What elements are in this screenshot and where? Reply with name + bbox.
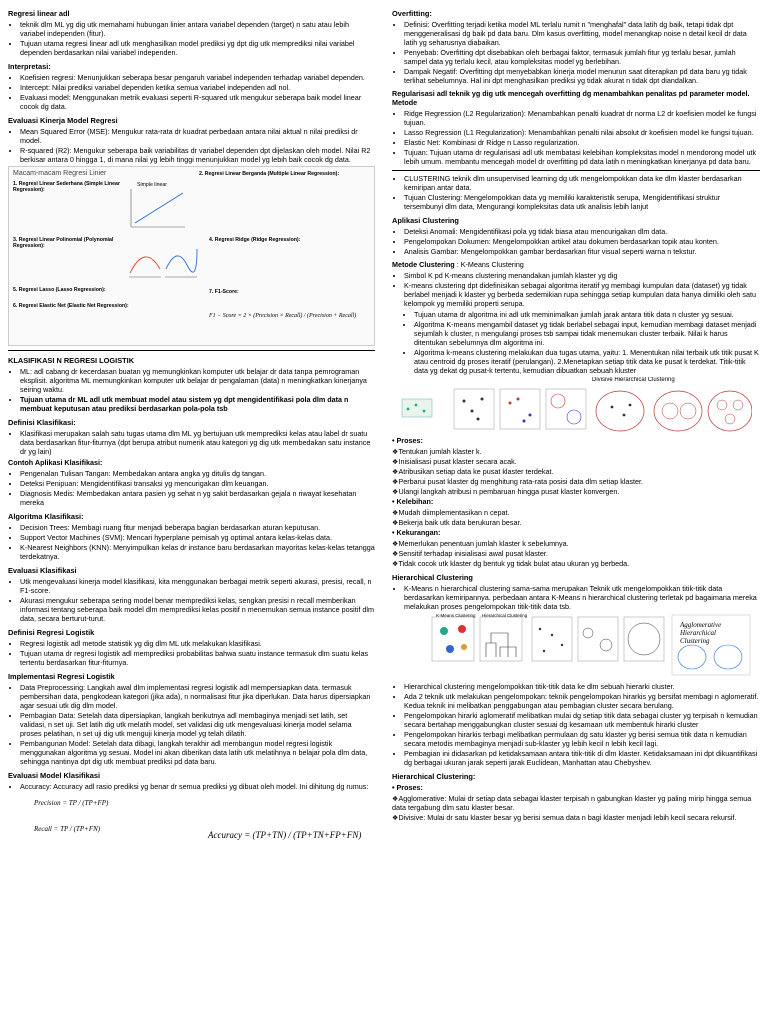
section-title-klasifikasi: KLASIFIKASI N REGRESI LOGISTIK bbox=[8, 356, 135, 365]
small-scatter-icon bbox=[402, 399, 432, 417]
list-item: • Koefisien regresi: Menunjukkan seberapa besar pengaruh variabel independen terhadap variabel dependen. bbox=[20, 73, 375, 82]
list-item: • Intercept: Nilai prediksi variabel dependen ketika semua variabel independen adl nol. bbox=[20, 83, 375, 92]
simple-linear-plot bbox=[127, 187, 187, 231]
section-title-evaluasi-kinerja: Evaluasi Kinerja Model Regresi bbox=[8, 116, 118, 125]
section-title-definisi-klasifikasi: Definisi Klasifikasi: bbox=[8, 418, 76, 427]
definisi-logistik-list bbox=[8, 639, 375, 667]
list-item: • Ada 2 teknik utk melakukan pengelompokan: teknik pengelompokan hirarkis yg bersifat membagi n aglomeratif. Kedua teknik ini melibatkan penggabungan atau pembagian cluster secara berulang. bbox=[404, 692, 760, 710]
figure-title: Macam-macam Regresi Linier bbox=[13, 170, 107, 177]
list-item: • Mean Squared Error (MSE): Mengukur rata-rata dr kuadrat perbedaan antara nilai aktual n nilai prediksi dr model. bbox=[20, 127, 375, 145]
recall-formula: Recall = TP / (TP+FN) bbox=[34, 825, 101, 833]
metrics-formula-figure bbox=[8, 793, 375, 853]
figure-item-2: 2. Regresi Linear Berganda (Multiple Linear Regression): bbox=[199, 171, 340, 177]
list-item: • Support Vector Machines (SVM): Mencari hyperplane pemisah yg optimal antara kelas-kelas data. bbox=[20, 533, 375, 542]
list-item: • Accuracy: Accuracy adl rasio prediksi yg benar dr semua prediksi yg dibuat oleh model. Ini dihitung dg rumus: bbox=[20, 782, 375, 791]
list-item: • Utk mengevaluasi kinerja model klasifikasi, kita menggunakan berbagai metrik seperti akurasi, presisi, recall, n F1-score. bbox=[20, 577, 375, 595]
overfitting-list bbox=[392, 20, 760, 85]
section-title-hier-clustering: Hierarchical Clustering: bbox=[392, 772, 476, 781]
proses-step: ❖Inisialisasi pusat klaster secara acak. bbox=[392, 457, 517, 466]
list-item: • Evaluasi model: Menggunakan metrik evaluasi seperti R-squared utk mengukur seberapa baik model linear cocok dg data. bbox=[20, 93, 375, 111]
figure-item-1: 1. Regresi Linear Sederhana (Simple Linear Regression): bbox=[13, 181, 120, 194]
f1-score-formula: F1 − Score = 2 × (Precision × Recall) / (Precision + Recall) bbox=[209, 313, 357, 319]
list-item: • Pengenalan Tulisan Tangan: Membedakan antara angka yg ditulis dg tangan. bbox=[20, 469, 375, 478]
list-item: • K-means clustering dpt didefinisikan sebagai algoritma iteratif yg membagi kumpulan data (dataset) yg tidak berlabel menjadi k klaster yg berbeda sedemikian rupa sehingga setiap kumpulan data hanya dimiliki oleh satu kelompok yg memiliki properti serupa. bbox=[404, 281, 760, 308]
list-item: • Pembangunan Model: Setelah data dibagi, langkah terakhir adl membangun model regresi logistik menggunakan algoritma yg sesuai. Model ini akan diberikan data latih utk melatihnya n belajar pola dlm data, sehingga nantinya dpt dig utk membuat prediksi pd data baru. bbox=[20, 739, 375, 766]
evaluasi-klasifikasi-list bbox=[8, 577, 375, 623]
section-title-definisi-logistik: Definisi Regresi Logistik bbox=[8, 628, 95, 637]
regresi-linear-list bbox=[8, 20, 375, 57]
metode-title: Metode Clustering : K-Means Clustering bbox=[392, 260, 524, 269]
section-divider bbox=[392, 170, 760, 171]
list-item: • Penyebab: Overfitting dpt disebabkan oleh berbagai faktor, termasuk jumlah fitur yg terlalu besar, jumlah sampel data yg terlalu kecil, atau kompleksitas model yg berlebihan. bbox=[404, 48, 760, 66]
algoritma-list bbox=[8, 523, 375, 561]
list-item: • Data Preprocessing: Langkah awal dlm implementasi regresi logistik adl mempersiapkan data. termasuk pembersihan data, pengkodean kategori (jika ada), n normalisasi fitur jika diperlukan. Data harus dipersiapkan agar sesuai utk dig dlm model. bbox=[20, 683, 375, 710]
hierarchical-list-2 bbox=[392, 682, 760, 767]
cluster-diagram-step-3 bbox=[546, 389, 586, 429]
list-item: • Decision Trees: Membagi ruang fitur menjadi beberapa bagian berdasarkan aturan keputusan. bbox=[20, 523, 375, 532]
list-item: • Regresi logistik adl metode statistik yg dig dlm ML utk melakukan klasifikasi. bbox=[20, 639, 375, 648]
evaluasi-model-list bbox=[8, 782, 375, 791]
cluster-diagram-step-2 bbox=[500, 389, 540, 429]
right-column bbox=[392, 4, 760, 823]
list-item: • Pembagian ini didasarkan pd ketidaksamaan antara titik-titik di dlm klaster. Ketidaksamaan ini dpt dikuantifikasi dg berbagai ukuran jarak seperti jarak Euclidean, Manhattan atau Chebyshev. bbox=[404, 749, 760, 767]
implementasi-list bbox=[8, 683, 375, 766]
list-item: • Tujuan utama regresi linear adl utk menghasilkan model prediksi yg dpt dig utk memprediksi nilai variabel dependen berdasarkan nilai variabel independen. bbox=[20, 39, 375, 57]
list-item: • Diagnosis Medis: Membedakan antara pasien yg sehat n yg sakit berdasarkan gejala n riwayat kesehatan mereka bbox=[20, 489, 375, 507]
section-title-algoritma: Algoritma Klasifikasi: bbox=[8, 512, 84, 521]
kmeans-steps-illustration bbox=[392, 381, 752, 433]
list-item: • Algoritma k-means clustering melakukan dua tugas utama, yaitu: 1. Menentukan nilai terbaik utk titik pusat K atau centroid dg proses iteratif (perulangan). 2.Menetapkan setiap titik data ke pusat k terdekat. Titik-titik data yg dekat dg pusat-k tertentu, kemudian dibuatkan sebuah kluster bbox=[414, 348, 760, 375]
plot-label: Simple linear bbox=[137, 182, 167, 188]
figure-title: Divisive Hierarchical Clustering bbox=[592, 377, 675, 383]
section-title-implementasi: Implementasi Regresi Logistik bbox=[8, 672, 115, 681]
list-item: • Ridge Regression (L2 Regularization): Menambahkan penalti kuadrat dr norma L2 dr koefisien model ke fungsi tujuan. bbox=[404, 109, 760, 127]
list-item: • Tujuan utama dr ML adl utk membuat model atau sistem yg dpt mengidentifikasi pola dlm data n membuat keputusan atau prediksi berdasarkan pola-pola tsb bbox=[20, 395, 375, 413]
metode-sub-list bbox=[392, 310, 760, 375]
list-item: • ML: adl cabang dr kecerdasan buatan yg memungkinkan komputer utk belajar dr data tanpa pemrograman eksplisit. algoritma ML memungkinkan komputer utk belajar dr pengalaman (data) n meningkatkan kinerjanya seiring waktu. bbox=[20, 367, 375, 394]
divisive-cluster-circles bbox=[596, 391, 752, 431]
list-item: • Deteksi Penipuan: Mengidentifikasi transaksi yg mencurigakan dlm keuangan. bbox=[20, 479, 375, 488]
kmeans-vs-hierarchical-figure bbox=[392, 613, 760, 679]
hierarchical-list bbox=[392, 584, 760, 611]
klasifikasi-list bbox=[8, 367, 375, 413]
list-item: • Pengelompokan hirarki aglomeratif melibatkan mulai dg setiap titik data sebagai cluster yg terpisah n kemudian secara bertahap menggabungkan cluster sesuai dg kesamaan utk membentuk hirarki cluster bbox=[404, 711, 760, 729]
metode-list bbox=[392, 271, 760, 308]
proses-step: ❖Atribusikan setiap data ke pusat klaster terdekat. bbox=[392, 467, 554, 476]
kmeans-clustering-label: K-Means Clustering bbox=[436, 613, 476, 618]
figure-item-6: 6. Regresi Elastic Net (Elastic Net Regression): bbox=[13, 303, 129, 309]
list-item: • Akurasi mengukur seberapa sering model benar memprediksi kelas, sengkan presisi n recall memberikan informasi tentang seberapa baik model dlm memprediksi kelas positif n menemukan semua instance positif dlm data, secara berturut-turut. bbox=[20, 596, 375, 623]
section-title-aplikasi: Aplikasi Clustering bbox=[392, 216, 459, 225]
list-item: • Tujuan: Tujuan utama dr regularisasi adl utk membatasi kelebihan kompleksitas model n mendorong model utk lebih umum. membantu mencegah model dr overfitting pd data latih n meningkatkan kinerjanya pd data baru. bbox=[404, 148, 760, 166]
regularisasi-intro: Regularisasi adl teknik yg dig utk mencegah overfitting dg menambahkan penalitas pd parameter model. Metode bbox=[392, 89, 750, 107]
contoh-aplikasi-list bbox=[8, 469, 375, 507]
figure-item-5: 5. Regresi Lasso (Lasso Regression): bbox=[13, 287, 106, 293]
figure-item-7: 7. F1-Score: bbox=[209, 289, 239, 295]
list-item: • Definisi: Overfitting terjadi ketika model ML terlalu rumit n "menghafal" data latih dg baik, tetapi tidak dpt menggeneralisasi dg baik pd data baru. Dlm kasus overfitting, model menangkap noise n detail kecil dr data latih yg seharusnya diabaikan. bbox=[404, 20, 760, 47]
section-divider bbox=[8, 350, 375, 351]
hier-proses-item: ❖Divisive: Mulai dr satu klaster besar yg berisi semua data n bagi klaster menjadi lebih kecil secara rekursif. bbox=[392, 813, 737, 822]
hier-proses-title: • Proses: bbox=[392, 783, 423, 792]
figure-item-4: 4. Regresi Ridge (Ridge Regression): bbox=[209, 237, 301, 243]
list-item: • Tujuan Clustering: Mengelompokkan data yg memiliki karakteristik serupa, Mengidentifikasi struktur tersembunyi dlm data, Mengurangi kompleksitas data utk analisis lebih lanjut bbox=[404, 193, 760, 211]
precision-formula: Precision = TP / (TP+FP) bbox=[34, 799, 109, 807]
list-item: • Simbol K pd K-means clustering menandakan jumlah klaster yg dig bbox=[404, 271, 760, 280]
polynomial-plot bbox=[127, 239, 199, 279]
hierarchical-clustering-label: Hierarchical Clustering bbox=[482, 613, 528, 618]
accuracy-formula: Accuracy = (TP+TN) / (TP+TN+FP+FN) bbox=[208, 830, 362, 840]
list-item: • teknik dlm ML yg dig utk memahami hubungan linier antara variabel dependen (target) n satu atau lebih variabel independen (fitur). bbox=[20, 20, 375, 38]
list-item: • Elastic Net: Kombinasi dr Ridge n Lasso regularization. bbox=[404, 138, 760, 147]
list-item: • Pengelompokan hirarkis terbagi melibatkan permulaan dg satu klaster yg berisi semua titik data n kemudian secara metodis membaginya menjadi sub-klaster yg lebih kecil n lebih kecil lagi. bbox=[404, 730, 760, 748]
regularisasi-list bbox=[392, 109, 760, 166]
list-item: • Hierarchical clustering mengelompokkan titik-titik data ke dlm sebuah hierarki cluster. bbox=[404, 682, 760, 691]
hier-proses-item: ❖Agglomerative: Mulai dr setiap data sebagai klaster terpisah n gabungkan klaster yg paling mirip hingga semua data tergabung dlm satu klaster besar. bbox=[392, 794, 752, 812]
section-title-overfitting: Overfitting: bbox=[392, 9, 432, 18]
proses-title: • Proses: bbox=[392, 436, 423, 445]
section-title-evaluasi-model: Evaluasi Model Klasifikasi bbox=[8, 771, 101, 780]
list-item: • Klasifikasi merupakan salah satu tugas utama dlm ML yg bertujuan utk memprediksi kelas atau label dr suatu data berdasarkan fitur-fiturnya (dpt berupa atribut numerik atau kategori yg dig utk membedakan satu instance dr yg lain) bbox=[20, 429, 375, 456]
list-item: • Pengelompokan Dokumen: Mengelompokkan artikel atau dokumen berdasarkan topik atau konten. bbox=[404, 237, 760, 246]
section-title-evaluasi-klasifikasi: Evaluasi Klasifikasi bbox=[8, 566, 77, 575]
aplikasi-list bbox=[392, 227, 760, 256]
list-item: • Analisis Gambar: Mengelompokkan gambar berdasarkan fitur visual seperti warna n tekstur. bbox=[404, 247, 760, 256]
list-item: • Algoritma K-means mengambil dataset yg tidak berlabel sebagai input, kemudian membagi dataset menjadi sejumlah k cluster, n mengulangi proses tsb sampai tidak menemukan cluster terbaik. Nilai k harus ditentukan sebelumnya dlm algoritma ini. bbox=[414, 320, 760, 347]
cluster-diagram-step-1 bbox=[454, 389, 494, 429]
evaluasi-kinerja-list bbox=[8, 127, 375, 164]
left-column bbox=[8, 4, 375, 856]
list-item: • Deteksi Anomali: Mengidentifikasi pola yg tidak biasa atau mencurigakan dlm data. bbox=[404, 227, 760, 236]
contoh-aplikasi-title: Contoh Aplikasi Klasifikasi: bbox=[8, 458, 103, 467]
kekurangan-item: ❖Memerlukan penentuan jumlah klaster k sebelumnya. bbox=[392, 539, 569, 548]
list-item: • Lasso Regression (L1 Regularization): Menambahkan penalti nilai absolut dr koefisien model ke fungsi tujuan. bbox=[404, 128, 760, 137]
kelebihan-item: ❖Bekerja baik utk data berukuran besar. bbox=[392, 518, 522, 527]
kekurangan-title: • Kekurangan: bbox=[392, 528, 441, 537]
section-title-interpretasi: Interpretasi: bbox=[8, 62, 51, 71]
divisive-clustering-figure bbox=[392, 377, 760, 433]
section-title-regresi-linear: Regresi linear adl bbox=[8, 9, 70, 18]
list-item: • Dampak Negatif: Overfitting dpt menyebabkan kinerja model menurun saat diterapkan pd data baru yg tidak terlihat sebelumnya. Hal ini dpt menghasilkan prediksi yg tidak akurat n tidak dpt diandalkan. bbox=[404, 67, 760, 85]
proses-step: ❖Perbarui pusat klaster dg menghitung rata-rata posisi data dlm setiap klaster. bbox=[392, 477, 643, 486]
kelebihan-title: • Kelebihan: bbox=[392, 497, 434, 506]
list-item: • K-Means n hierarchical clustering sama-sama merupakan Teknik utk mengelompokkan titik-titik data berdasarkan kemiripannya. perbedaan antara K-Means n hierarchical clustering terletak pd bagaimana mereka melakukan proses pengelompokan titik-titik data tsb. bbox=[404, 584, 760, 611]
list-item: • Pembagian Data: Setelah data dipersiapkan, langkah berikutnya adl membaginya menjadi set latih, set validasi, n set uji. Set latih dig utk melatih model, set validasi dig utk mengevaluasi kinerja model selama proses pelatihan, n set uji dig utk menguji kinerja model yg telah dilatih. bbox=[20, 711, 375, 738]
section-title-hierarchical: Hierarchical Clustering bbox=[392, 573, 473, 582]
proses-step: ❖Ulangi langkah atribusi n pembaruan hingga pusat klaster konvergen. bbox=[392, 487, 620, 496]
list-item: • R-squared (R2): Mengukur seberapa baik variabilitas dr variabel dependen dpt dijelaskan oleh model. Nilai R2 berkisar antara 0 hingga 1, di mana nilai yg lebih tinggi menunjukkan model yg lebih baik cocok dg data. bbox=[20, 146, 375, 164]
kelebihan-item: ❖Mudah diimplementasikan n cepat. bbox=[392, 508, 510, 517]
list-item: • Tujuan utama dr regresi logistik adl memprediksi probabilitas bahwa suatu instance termasuk dlm suatu kelas tertentu berdasarkan fitur-fiturnya. bbox=[20, 649, 375, 667]
regression-types-figure bbox=[8, 166, 375, 346]
list-item: • Tujuan utama dr algoritma ini adl utk meminimalkan jumlah jarak antara titik data n cluster yg sesuai. bbox=[414, 310, 760, 319]
kekurangan-item: ❖Sensitif terhadap inisialisasi awal pusat klaster. bbox=[392, 549, 548, 558]
definisi-klasifikasi-list bbox=[8, 429, 375, 456]
agglomerative-figure-label: Agglomerative Hierarchical Clustering bbox=[680, 621, 722, 645]
proses-step: ❖Tentukan jumlah klaster k. bbox=[392, 447, 482, 456]
list-item: • CLUSTERING teknik dlm unsupervised learning dg utk mengelompokkan data ke dlm klaster berdasarkan kemiripan antar data. bbox=[404, 174, 760, 192]
interpretasi-list bbox=[8, 73, 375, 111]
kekurangan-item: ❖Tidak cocok utk klaster dg bentuk yg tidak bulat atau ukuran yg berbeda. bbox=[392, 559, 630, 568]
list-item: • K-Nearest Neighbors (KNN): Menyimpulkan kelas dr instance baru berdasarkan mayoritas kelas-kelas tetangga terdekatnya. bbox=[20, 543, 375, 561]
figure-item-3: 3. Regresi Linear Polinomial (Polynomial Regression): bbox=[13, 237, 114, 250]
clustering-list bbox=[392, 174, 760, 211]
